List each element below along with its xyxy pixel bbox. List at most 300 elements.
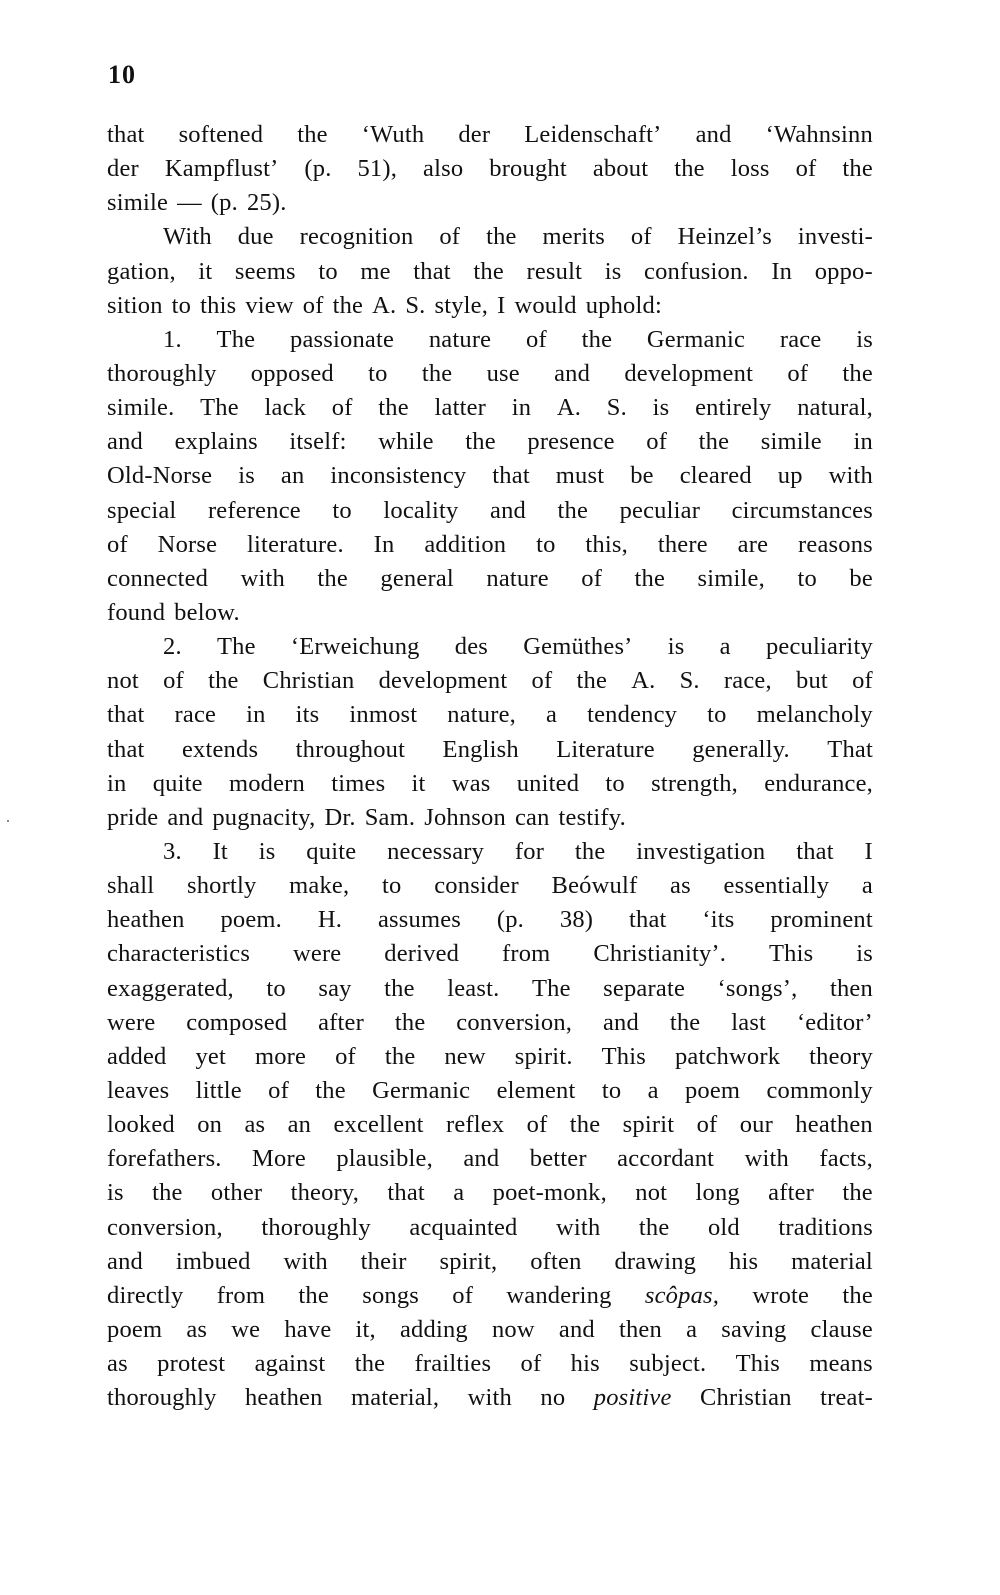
word: that xyxy=(492,462,530,490)
word: a xyxy=(686,1315,698,1343)
word: is xyxy=(604,257,622,285)
word: of xyxy=(531,667,553,695)
word: The xyxy=(216,633,256,661)
page-number: 10 xyxy=(108,60,136,89)
word: we xyxy=(231,1315,261,1343)
word: then xyxy=(829,974,873,1002)
word: general xyxy=(380,564,454,592)
word: added xyxy=(107,1042,167,1070)
word: our xyxy=(739,1111,773,1139)
word: drawing xyxy=(614,1247,697,1275)
word: investi- xyxy=(797,223,873,251)
word: presence xyxy=(527,428,615,456)
word: ‘editor’ xyxy=(796,1008,873,1036)
word: yet xyxy=(195,1042,226,1070)
word: conversion, xyxy=(107,1213,223,1241)
word: little xyxy=(195,1076,242,1104)
word: Gemüthes’ xyxy=(523,633,633,661)
word: der xyxy=(107,155,139,183)
word: of xyxy=(581,564,603,592)
word: S. xyxy=(405,291,426,319)
word: sition xyxy=(107,291,163,319)
word: spirit xyxy=(622,1111,675,1139)
word: a xyxy=(453,1179,465,1207)
word: the xyxy=(581,325,613,353)
word: reasons xyxy=(798,530,873,558)
word: endurance, xyxy=(764,769,873,797)
word: looked xyxy=(107,1111,175,1139)
word: it xyxy=(198,257,213,285)
word: The xyxy=(216,325,256,353)
word: 3. xyxy=(163,837,182,865)
word: is xyxy=(856,940,873,968)
word: the xyxy=(473,257,504,285)
word: make, xyxy=(289,872,350,900)
word: heathen xyxy=(795,1111,873,1139)
word: recognition xyxy=(299,223,414,251)
word: the xyxy=(332,291,364,319)
word: material xyxy=(791,1247,873,1275)
word: the xyxy=(486,223,517,251)
word: ‘Wahnsinn xyxy=(765,121,873,148)
word: acquainted xyxy=(409,1213,518,1241)
text-line xyxy=(107,255,873,289)
word: poem. xyxy=(220,906,283,934)
word: a xyxy=(546,701,558,729)
word: of xyxy=(331,394,353,422)
text-line xyxy=(107,357,873,391)
word: strength, xyxy=(651,769,738,797)
word: of xyxy=(302,291,324,319)
word: the xyxy=(574,837,606,865)
word: of xyxy=(696,1111,718,1139)
word: the xyxy=(384,974,415,1002)
word: against xyxy=(254,1350,326,1378)
text-line xyxy=(107,1074,873,1108)
text-line xyxy=(107,937,873,971)
word: des xyxy=(454,633,489,661)
word: the xyxy=(384,1042,416,1070)
word: the xyxy=(638,1213,670,1241)
word: leaves xyxy=(107,1076,170,1104)
word: connected xyxy=(107,564,209,592)
word: entirely xyxy=(695,394,772,422)
word: the xyxy=(394,1008,426,1036)
word: new xyxy=(444,1042,486,1070)
word: Dr. xyxy=(324,803,356,831)
word: now xyxy=(491,1315,535,1343)
word: least. xyxy=(447,974,500,1002)
word: of xyxy=(852,667,873,695)
word: not xyxy=(107,667,139,695)
text-line xyxy=(107,972,873,1006)
text-line xyxy=(107,323,873,357)
word: a xyxy=(647,1076,659,1104)
word: natural, xyxy=(797,394,873,422)
word: patchwork xyxy=(674,1042,781,1070)
word: treat- xyxy=(820,1384,873,1412)
text-line xyxy=(107,801,873,835)
word: — xyxy=(177,189,202,217)
text-line xyxy=(107,698,873,732)
word: Christianity’. xyxy=(593,940,727,968)
text-line xyxy=(107,664,873,698)
word: a xyxy=(719,633,731,661)
word: long xyxy=(695,1179,740,1207)
word: in xyxy=(511,394,532,422)
word: conversion, xyxy=(456,1008,573,1036)
word: Literature xyxy=(556,735,655,763)
word: I xyxy=(497,291,506,319)
word: have xyxy=(284,1315,332,1343)
word: that xyxy=(629,906,667,934)
text-line xyxy=(107,220,873,254)
word: Old-Norse xyxy=(107,462,213,490)
text-line xyxy=(107,1108,873,1142)
word: is xyxy=(667,633,685,661)
word: of xyxy=(268,1076,289,1104)
text-line xyxy=(107,562,873,596)
word: merits xyxy=(542,223,605,251)
word: while xyxy=(378,428,434,456)
word: is xyxy=(238,462,255,490)
word: simile, xyxy=(697,564,765,592)
word: cleared xyxy=(679,462,752,490)
word: and xyxy=(490,496,526,524)
word: S. xyxy=(606,394,627,422)
word: extends xyxy=(181,735,259,763)
word: thoroughly xyxy=(107,1384,217,1412)
word: of xyxy=(439,223,461,251)
word: that xyxy=(796,837,834,865)
text-line xyxy=(107,391,873,425)
word: for xyxy=(514,837,545,865)
word: Christian xyxy=(700,1384,792,1412)
word: the xyxy=(674,155,705,183)
word: of xyxy=(335,1042,356,1070)
text-line xyxy=(107,1245,873,1279)
word: be xyxy=(849,564,873,592)
word: locality xyxy=(383,496,459,524)
word: to xyxy=(707,701,727,729)
word: assumes xyxy=(377,906,462,934)
word: better xyxy=(529,1145,587,1173)
text-line xyxy=(107,186,873,220)
word: Beówulf xyxy=(551,872,638,900)
word: pride xyxy=(107,803,159,831)
word: this xyxy=(200,291,237,319)
word: race xyxy=(779,325,822,353)
word: ‘songs’, xyxy=(717,974,798,1002)
word: to xyxy=(382,872,402,900)
word: opposed xyxy=(250,359,334,387)
scan-speck xyxy=(7,820,9,822)
text-line xyxy=(107,767,873,801)
word: testify. xyxy=(558,803,626,831)
word: no xyxy=(540,1384,566,1412)
text-line xyxy=(107,425,873,459)
word: of xyxy=(520,1350,542,1378)
word: was xyxy=(451,769,491,797)
word: that xyxy=(413,257,451,285)
word: nature xyxy=(428,325,492,353)
word: A. xyxy=(631,667,656,695)
word: the xyxy=(842,359,873,387)
word: This xyxy=(735,1350,780,1378)
word: In xyxy=(373,530,395,558)
word: from xyxy=(216,1281,266,1309)
word: about xyxy=(592,155,649,183)
word: below. xyxy=(174,598,240,626)
word: the xyxy=(557,496,589,524)
word: view xyxy=(245,291,294,319)
word: itself: xyxy=(289,428,347,456)
word: of xyxy=(795,155,817,183)
word: peculiarity xyxy=(765,633,873,661)
text-line xyxy=(107,1381,873,1415)
text-line xyxy=(107,903,873,937)
word: the xyxy=(465,428,496,456)
text-line xyxy=(107,118,873,152)
word: use xyxy=(486,359,520,387)
word: nature xyxy=(486,564,549,592)
word: melancholy xyxy=(756,701,873,729)
word: this, xyxy=(585,530,628,558)
word: derived xyxy=(384,940,460,968)
word: of xyxy=(630,223,652,251)
word: literature. xyxy=(247,530,344,558)
word: addition xyxy=(424,530,507,558)
word: is xyxy=(107,1179,124,1207)
word: latter xyxy=(434,394,487,422)
word: often xyxy=(530,1247,582,1275)
word: characteristics xyxy=(107,940,251,968)
word: united xyxy=(516,769,580,797)
text-line xyxy=(107,152,873,186)
word: Sam. xyxy=(364,803,416,831)
word: seems xyxy=(234,257,296,285)
word: would xyxy=(514,291,577,319)
word: must xyxy=(555,462,605,490)
word: the xyxy=(354,1350,386,1378)
word: to xyxy=(797,564,817,592)
word: (p. xyxy=(304,155,332,183)
word: are xyxy=(737,530,769,558)
word: 38) xyxy=(559,906,594,934)
word: were xyxy=(107,1008,156,1036)
word: that xyxy=(107,701,145,729)
word: facts, xyxy=(819,1145,873,1173)
word: and xyxy=(167,803,204,831)
word: 2. xyxy=(163,633,182,661)
word: to xyxy=(605,769,625,797)
text-line xyxy=(107,528,873,562)
word: is xyxy=(652,394,670,422)
word: pugnacity, xyxy=(212,803,316,831)
word: in xyxy=(853,428,873,456)
word: of xyxy=(646,428,668,456)
word: the xyxy=(317,564,348,592)
word: the xyxy=(698,428,730,456)
word: more xyxy=(254,1042,307,1070)
word: Norse xyxy=(157,530,218,558)
word: race xyxy=(174,701,217,729)
word: due xyxy=(237,223,274,251)
text-line xyxy=(107,494,873,528)
word: then xyxy=(618,1315,662,1343)
word: (p. xyxy=(496,906,525,934)
word: the xyxy=(315,1076,346,1104)
word: consider xyxy=(434,872,519,900)
word: simile xyxy=(107,189,169,217)
word: Germanic xyxy=(646,325,746,353)
word: the xyxy=(152,1179,183,1207)
word: heathen xyxy=(244,1384,323,1412)
word: ‘Erweichung xyxy=(290,633,420,661)
word: That xyxy=(827,735,873,763)
word: of xyxy=(452,1281,474,1309)
word: generally. xyxy=(692,735,790,763)
word: that xyxy=(387,1179,425,1207)
word: reference xyxy=(207,496,301,524)
word: excellent xyxy=(333,1111,424,1139)
word: loss xyxy=(730,155,770,183)
word: simile xyxy=(760,428,822,456)
word: their xyxy=(360,1247,407,1275)
word: shortly xyxy=(186,872,257,900)
word: explains xyxy=(174,428,258,456)
word: it, xyxy=(355,1315,376,1343)
word: and xyxy=(695,121,732,148)
word: peculiar xyxy=(619,496,701,524)
word: that xyxy=(107,735,145,763)
word: softened xyxy=(178,121,264,148)
word: the xyxy=(208,667,239,695)
word: Johnson xyxy=(424,803,506,831)
text-line xyxy=(107,1176,873,1210)
word: with xyxy=(556,1213,601,1241)
word: to xyxy=(266,974,286,1002)
word: up xyxy=(777,462,803,490)
word: to xyxy=(318,257,338,285)
word: with xyxy=(828,462,873,490)
word: commonly xyxy=(766,1076,873,1104)
word: is xyxy=(258,837,276,865)
word: oppo- xyxy=(814,257,873,285)
word: The xyxy=(200,394,239,422)
word: accordant xyxy=(617,1145,715,1173)
word: with xyxy=(240,564,285,592)
text-line xyxy=(107,1347,873,1381)
word: spirit. xyxy=(514,1042,573,1070)
word: to xyxy=(171,291,192,319)
word: songs xyxy=(362,1281,420,1309)
word: positive xyxy=(593,1384,672,1412)
text-line xyxy=(107,1313,873,1347)
word: der xyxy=(458,121,491,148)
word: wandering xyxy=(506,1281,612,1309)
text-line xyxy=(107,630,873,664)
word: frailties xyxy=(414,1350,492,1378)
word: were xyxy=(292,940,342,968)
word: and xyxy=(602,1008,639,1036)
word: quite xyxy=(152,769,203,797)
word: that xyxy=(107,121,145,148)
word: gation, xyxy=(107,257,176,285)
word: ‘Wuth xyxy=(361,121,425,148)
word: composed xyxy=(186,1008,288,1036)
word: style, xyxy=(434,291,489,319)
word: the xyxy=(378,394,409,422)
word: as xyxy=(186,1315,208,1343)
word: The xyxy=(531,974,571,1002)
word: the xyxy=(421,359,453,387)
word: subject. xyxy=(629,1350,707,1378)
word: from xyxy=(502,940,551,968)
word: and xyxy=(554,359,591,387)
word: but xyxy=(796,667,828,695)
word: race, xyxy=(723,667,772,695)
word: Heinzel’s xyxy=(677,223,772,251)
word: other xyxy=(210,1179,263,1207)
word: 1. xyxy=(163,325,182,353)
word: theory xyxy=(809,1042,873,1070)
word: A. xyxy=(556,394,582,422)
word: 51), xyxy=(357,155,398,183)
word: quite xyxy=(306,837,357,865)
word: with xyxy=(744,1145,789,1173)
word: heathen xyxy=(107,906,185,934)
word: tendency xyxy=(587,701,678,729)
word: I xyxy=(864,837,873,865)
text-line xyxy=(107,596,873,630)
word: element xyxy=(496,1076,576,1104)
word: necessary xyxy=(387,837,485,865)
word: Leidenschaft’ xyxy=(524,121,662,148)
word: scôpas, xyxy=(644,1281,720,1309)
word: simile. xyxy=(107,394,175,422)
text-line xyxy=(107,1211,873,1245)
text-line xyxy=(107,869,873,903)
word: result xyxy=(526,257,583,285)
word: as xyxy=(670,872,691,900)
word: material, xyxy=(351,1384,440,1412)
word: the xyxy=(842,1281,873,1309)
word: ‘its xyxy=(702,906,735,934)
word: the xyxy=(569,1111,601,1139)
word: A. xyxy=(372,291,397,319)
word: development xyxy=(378,667,508,695)
word: to xyxy=(536,530,556,558)
word: an xyxy=(287,1111,312,1139)
word: confusion. xyxy=(644,257,749,285)
word: his xyxy=(729,1247,759,1275)
word: and xyxy=(107,1247,143,1275)
text-line xyxy=(107,459,873,493)
word: of xyxy=(526,1111,548,1139)
word: clause xyxy=(810,1315,873,1343)
word: inmost xyxy=(349,701,418,729)
word: 25). xyxy=(246,189,287,217)
word: to xyxy=(601,1076,622,1104)
text-line xyxy=(107,1006,873,1040)
word: of xyxy=(526,325,547,353)
text-line xyxy=(107,1040,873,1074)
word: This xyxy=(601,1042,646,1070)
word: It xyxy=(212,837,228,865)
word: spirit, xyxy=(439,1247,498,1275)
word: protest xyxy=(157,1350,226,1378)
